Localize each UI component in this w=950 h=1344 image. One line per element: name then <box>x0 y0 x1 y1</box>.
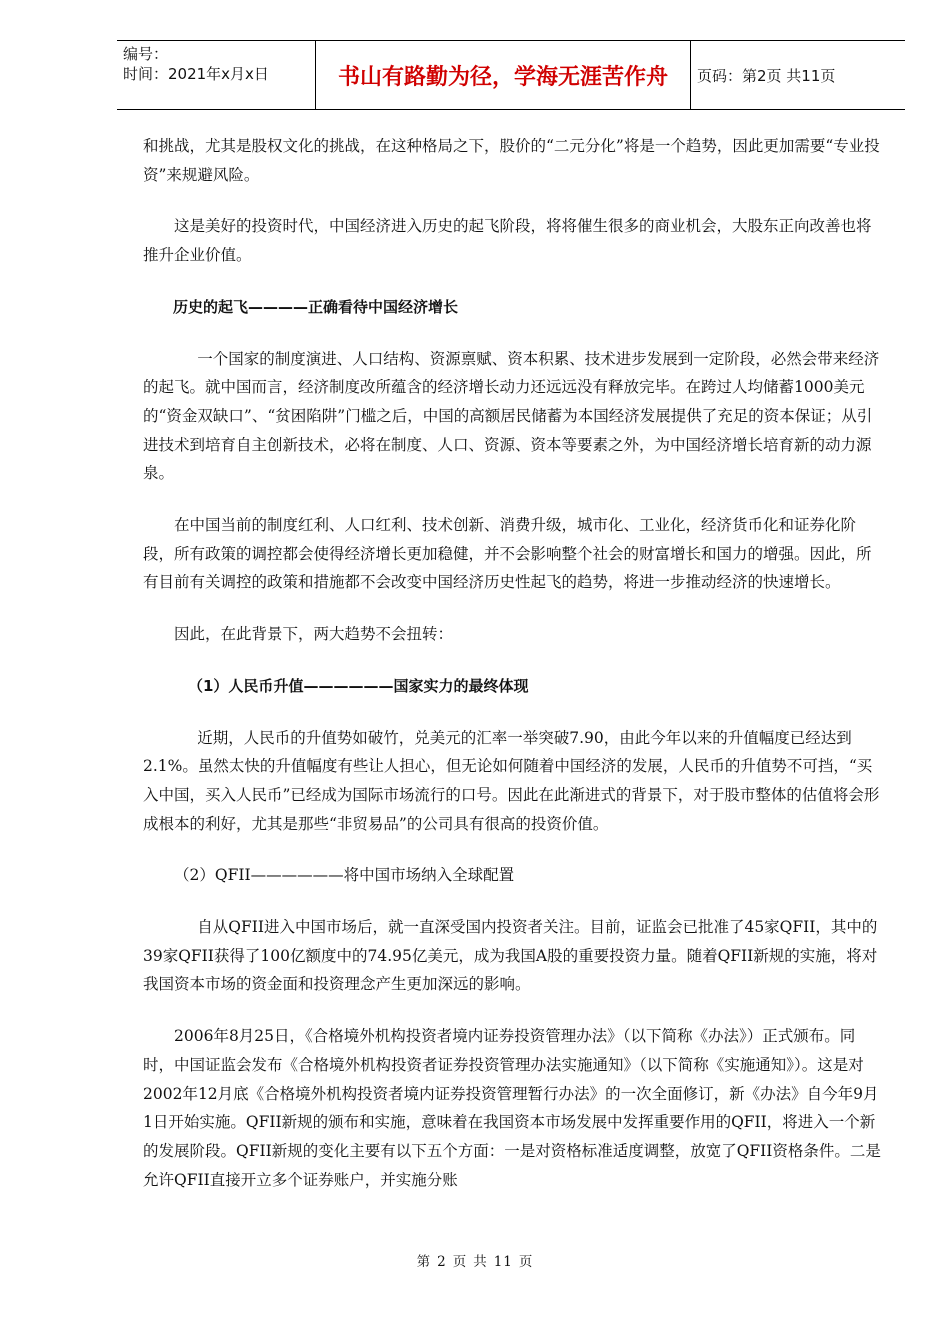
page-header <box>117 40 905 110</box>
document-body <box>143 132 883 1217</box>
section-heading-takeoff: 历史的起飞————正确看待中国经济增长 <box>173 297 459 316</box>
number-label: 编号： <box>123 45 169 63</box>
footer-ye: 页 <box>452 1254 468 1270</box>
paragraph-5: 因此，在此背景下，两大趋势不会扭转： <box>174 625 454 644</box>
footer-di: 第 <box>416 1254 432 1270</box>
header-motto: 书山有路勤为径，学海无涯苦作舟 <box>315 41 691 109</box>
footer-gong: 共 <box>473 1254 488 1270</box>
footer-page-number: 2 <box>437 1254 447 1270</box>
header-meta <box>117 41 315 109</box>
footer-ye2: 页 <box>518 1254 534 1270</box>
page-footer <box>0 1250 950 1270</box>
footer-total-pages: 11 <box>493 1254 513 1270</box>
header-page-label: 页码：第2页 共11页 <box>697 66 836 85</box>
section-heading-qfii: （2）QFII——————将中国市场纳入全球配置 <box>174 866 515 885</box>
paragraph-8: 2006年8月25日，《合格境外机构投资者境内证券投资管理办法》（以下简称《办法》）正式颁布。同时，中国证监会发布《合格境外机构投资者证券投资管理办法实施通知》（以下简称《实施通知》）。这是对2002年12月底《合格境外机构投资者境内证券投资管理暂行办法》的一次全面修订，新《办法》自今年9月1日开始实施。QFII新规的颁布和实施，意味着在我国资本市场发展中发挥重要作用的QFII，将进入一个新的发展阶段。QFII新规的变化主要有以下五个方面：一是对资格标准适度调整，放宽了QFII资格条件。二是允许QFII直接开立多个证券账户，并实施分账 <box>143 1027 881 1189</box>
paragraph-7: 自从QFII进入中国市场后，就一直深受国内投资者关注。目前，证监会已批准了45家QFII，其中的39家QFII获得了100亿额度中的74.95亿美元，成为我国A股的重要投资力量。随着QFII新规的实施，将对我国资本市场的资金面和投资理念产生更加深远的影响。 <box>143 918 878 994</box>
time-label: 时间：2021年x月x日 <box>123 65 269 83</box>
paragraph-2: 这是美好的投资时代，中国经济进入历史的起飞阶段，将将催生很多的商业机会，大股东正向改善也将推升企业价值。 <box>143 217 872 265</box>
paragraph-1: 和挑战，尤其是股权文化的挑战，在这种格局之下，股价的“二元分化”将是一个趋势，因此更加需要“专业投资”来规避风险。 <box>143 137 880 184</box>
paragraph-3: 一个国家的制度演进、人口结构、资源禀赋、资本积累、技术进步发展到一定阶段，必然会带来经济的起飞。就中国而言，经济制度改所蕴含的经济增长动力还远远没有释放完毕。在跨过人均储蓄1000美元的“资金双缺口”、“贫困陷阱”门槛之后，中国的高额居民储蓄为本国经济发展提供了充足的资本保证；从引进技术到培育自主创新技术，必将在制度、人口、资源、资本等要素之外，为中国经济增长培育新的动力源泉。 <box>143 349 880 483</box>
section-heading-rmb: （1）人民币升值——————国家实力的最终体现 <box>188 676 529 695</box>
paragraph-4: 在中国当前的制度红利、人口红利、技术创新、消费升级，城市化、工业化，经济货币化和证券化阶段，所有政策的调控都会使得经济增长更加稳健，并不会影响整个社会的财富增长和国力的增强。因此，所有目前有关调控的政策和措施都不会改变中国经济历史性起飞的趋势，将进一步推动经济的快速增长。 <box>143 516 872 592</box>
paragraph-6: 近期，人民币的升值势如破竹，兑美元的汇率一举突破7.90，由此今年以来的升值幅度已经达到2.1%。虽然太快的升值幅度有些让人担心，但无论如何随着中国经济的发展，人民币的升值势不可挡，“买入中国，买入人民币”已经成为国际市场流行的口号。因此在此渐进式的背景下，对于股市整体的估值将会形成根本的利好，尤其是那些“非贸易品”的公司具有很高的投资价值。 <box>143 728 880 833</box>
